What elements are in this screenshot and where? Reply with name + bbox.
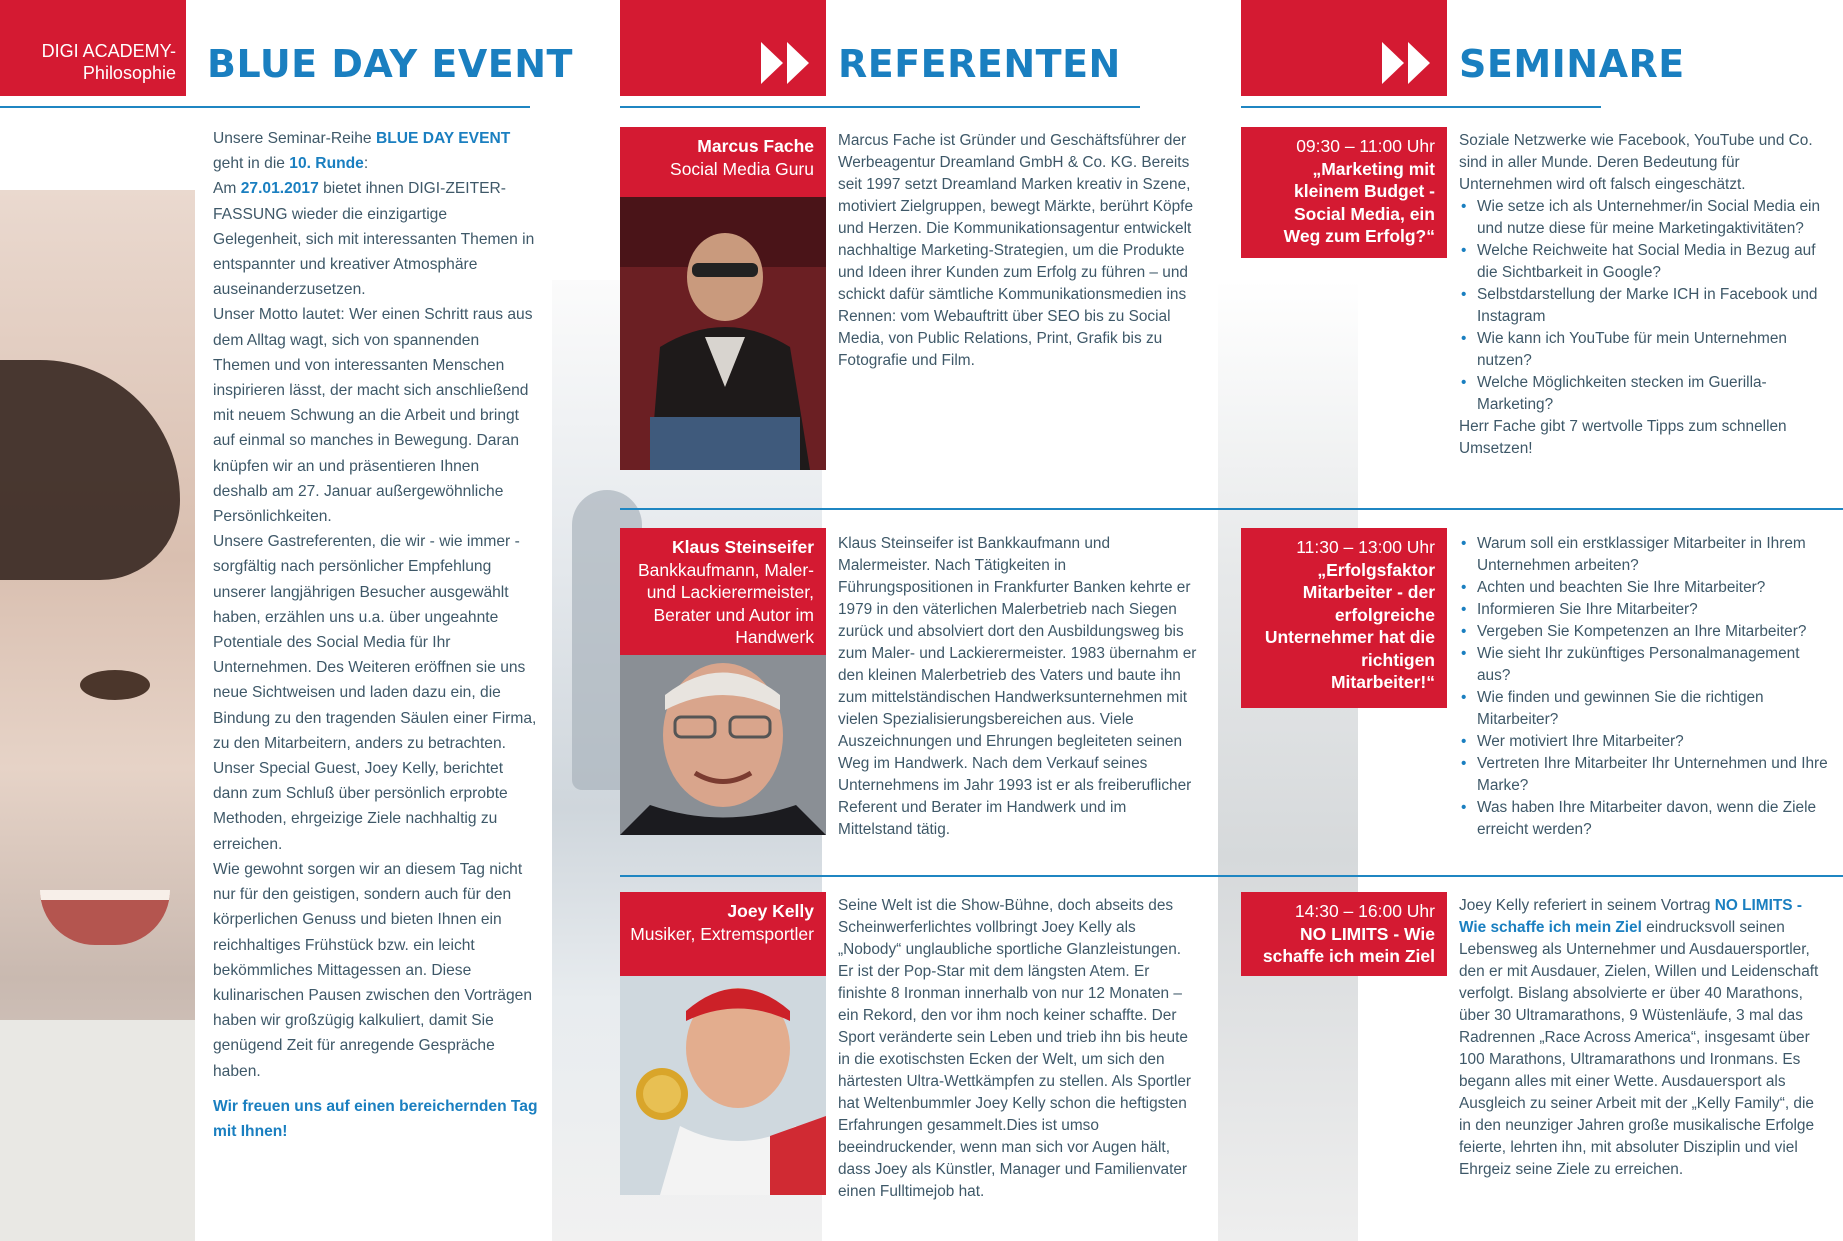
seminar-bullets bbox=[1459, 196, 1829, 416]
list-item: • Vergeben Sie Kompetenzen an Ihre Mitarbeiter? bbox=[1459, 621, 1829, 643]
seminar-text-2 bbox=[1459, 533, 1829, 841]
intro-p2: Am 27.01.2017 bietet ihnen DIGI-ZEITER-FASSUNG wieder die einzigartige Gelegenheit, sich mit interessanten Themen in entspannter und kreativer Atmosphäre auseinanderzusetzen. bbox=[213, 180, 535, 299]
rule-left bbox=[0, 106, 530, 108]
rule-mid-2 bbox=[620, 508, 1843, 510]
academy-tag-line2: Philosophie bbox=[82, 63, 176, 83]
list-item: • Achten und beachten Sie Ihre Mitarbeiter? bbox=[1459, 577, 1829, 599]
list-item: • Wie sieht Ihr zukünftiges Personalmanagement aus? bbox=[1459, 643, 1829, 687]
list-item: • Wie setze ich als Unternehmer/in Social Media ein und nutze diese für meine Marketingaktivitäten? bbox=[1459, 196, 1829, 240]
page-title: BLUE DAY EVENT bbox=[207, 42, 573, 86]
seminar-intro: Soziale Netzwerke wie Facebook, YouTube und Co. sind in aller Munde. Deren Bedeutung für Unternehmen wird oft falsch eingeschätzt. bbox=[1459, 132, 1813, 193]
list-item: • Wer motiviert Ihre Mitarbeiter? bbox=[1459, 731, 1829, 753]
speaker-photo-fache bbox=[620, 197, 826, 470]
fast-forward-icon bbox=[1382, 42, 1430, 84]
list-item: • Selbstdarstellung der Marke ICH in Facebook und Instagram bbox=[1459, 284, 1829, 328]
speaker-name: Klaus Steinseifer bbox=[672, 537, 814, 557]
intro-p4: Unsere Gastreferenten, die wir - wie immer - sorgfältig nach persönlicher Empfehlung unserer langjährigen Besucher ausgewählt haben, erzählen uns u.a. über ungeahnte Potentiale des Social Media für Ihr Unternehmen. Des Weiteren eröffnen sie uns neue Sichtweisen und laden dazu ein, die Bindung zu den tragenden Säulen einer Firma, zu den Mitarbeitern, anders zu betrachten. Unser Special Guest, Joey Kelly, berichtet dann zum Schluß über persönlich erprobte Methoden, ehrgeizige Ziele nachhaltig zu erreichen. bbox=[213, 533, 537, 853]
seminar-time: 09:30 – 11:00 Uhr bbox=[1296, 136, 1435, 156]
speaker-bio-fache: Marcus Fache ist Gründer und Geschäftsführer der Werbeagentur Dreamland GmbH & Co. KG. Bereits seit 1997 setzt Dreamland Marken kreativ in Szene, motiviert Zielgruppen, bewegt Märkte, berührt Köpfe und Herzen. Die Kommunikationsagentur entwickelt nachhaltige Marketing-Strategien, um die Produkte und Ideen ihrer Kunden zum Erfolg zu führen – und schickt dafür sämtliche Kommunikationsmedien ins Rennen: vom Webauftritt über SEO bis zu Social Media, von Public Relations, Print, Grafik bis zu Fotografie und Film. bbox=[838, 132, 1194, 369]
list-item: • Was haben Ihre Mitarbeiter davon, wenn die Ziele erreicht werden? bbox=[1459, 797, 1829, 841]
speaker-name: Joey Kelly bbox=[727, 901, 814, 921]
intro-closing: Wir freuen uns auf einen bereichernden Tag mit Ihnen! bbox=[213, 1097, 538, 1140]
seminar-label-2 bbox=[1241, 528, 1447, 708]
seminar-bullets bbox=[1459, 533, 1829, 841]
seminar-label-3 bbox=[1241, 892, 1447, 976]
list-item: • Welche Möglichkeiten stecken im Guerilla-Marketing? bbox=[1459, 372, 1829, 416]
academy-tag bbox=[0, 0, 186, 96]
speaker-photo-kelly bbox=[620, 976, 826, 1195]
speaker-role: Social Media Guru bbox=[670, 158, 814, 179]
academy-tag-line1: DIGI ACADEMY- bbox=[41, 41, 176, 61]
seminare-header-tag bbox=[1241, 0, 1447, 96]
portrait-photo-woman bbox=[0, 190, 195, 1241]
list-item: • Warum soll ein erstklassiger Mitarbeiter in Ihrem Unternehmen arbeiten? bbox=[1459, 533, 1829, 577]
seminar-time: 11:30 – 13:00 Uhr bbox=[1296, 537, 1435, 557]
speaker-label-kelly bbox=[620, 892, 826, 976]
speaker-role: Bankkaufmann, Maler- und Lackierermeister, Berater und Autor im Handwerk bbox=[637, 559, 814, 647]
fast-forward-icon bbox=[761, 42, 809, 84]
intro-text bbox=[213, 126, 538, 1144]
speaker-label-fache bbox=[620, 127, 826, 197]
rule-right-2 bbox=[620, 875, 1843, 877]
speaker-label-steinseifer bbox=[620, 528, 826, 655]
seminar-text-1 bbox=[1459, 130, 1829, 460]
intro-p3: Unser Motto lautet: Wer einen Schritt raus aus dem Alltag wagt, sich von spannenden Themen und von interessanten Menschen inspirieren lässt, der macht sich anschließend mit neuem Schwung an die Arbeit und bringt auf einmal so manches in Bewegung. Daran knüpfen wir an und präsentieren Ihnen deshalb am 27. Januar außergewöhnliche Persönlichkeiten. bbox=[213, 306, 533, 526]
seminar-label-1 bbox=[1241, 127, 1447, 258]
background-photo-right bbox=[1218, 280, 1358, 1241]
intro-p5: Wie gewohnt sorgen wir an diesem Tag nicht nur für den geistigen, sondern auch für den körperlichen Genuss und bieten Ihnen ein reichhaltiges Frühstück bzw. ein leicht bekömmliches Mittagessen an. Diese kulinarischen Pausen zwischen den Vorträgen haben wir großzügig kalkuliert, damit Sie genügend Zeit für anregende Gespräche haben. bbox=[213, 860, 533, 1080]
speaker-name: Marcus Fache bbox=[697, 136, 814, 156]
referenten-header-tag bbox=[620, 0, 826, 96]
list-item: • Informieren Sie Ihre Mitarbeiter? bbox=[1459, 599, 1829, 621]
intro-p1: Unsere Seminar-Reihe BLUE DAY EVENT geht in die 10. Runde: bbox=[213, 130, 511, 173]
seminar-title: NO LIMITS - Wie schaffe ich mein Ziel bbox=[1262, 923, 1435, 966]
speaker-bio-kelly: Seine Welt ist die Show-Bühne, doch abseits des Scheinwerferlichtes vollbringt Joey Kelly als „Nobody“ unglaubliche sportliche Glanzleistungen. Er ist der Pop-Star mit dem längsten Atem. Er finishte 8 Ironman innerhalb von nur 12 Monaten – ein Rekord, den vor ihm noch keiner schaffte. Der Sport veränderte sein Leben und trieb ihn bis heute in die exotischsten Ecken der Welt, um sich den härtesten Ultra-Wettkämpfen zu stellen. Als Sportler hat Weltenbummler Joey Kelly schon die heftigsten Erfahrungen gesammelt.Dies ist umso beeindruckender, wenn man sich vor Augen hält, dass Joey als Künstler, Manager und Familienvater einen Fulltimejob hat. bbox=[838, 897, 1191, 1200]
rule-right bbox=[1241, 106, 1601, 108]
seminar-outro: Herr Fache gibt 7 wertvolle Tipps zum schnellen Umsetzen! bbox=[1459, 418, 1787, 457]
seminar-time: 14:30 – 16:00 Uhr bbox=[1294, 901, 1435, 921]
speaker-photo-steinseifer bbox=[620, 655, 826, 835]
speaker-bio-steinseifer: Klaus Steinseifer ist Bankkaufmann und Malermeister. Nach Tätigkeiten in Führungspositionen in Frankfurter Banken kehrte er 1979 in den väterlichen Malerbetrieb nach Siegen zurück und absolviert dort den Ausbildungsweg bis zum Maler- und Lackierermeister. 1983 übernahm er den kleinen Malerbetrieb des Vaters und baute ihn zum mittelständischen Handwerksunternehmen mit vielen Spezialisierungsbereichen aus. Viele Auszeichnungen und Ehrungen begleiteten seinen Weg im Handwerk. Nach dem Verkauf seines Unternehmens im Jahr 1993 ist er als freiberuflicher Referent und Berater im Handwerk und im Mittelstand tätig. bbox=[838, 535, 1197, 838]
seminar-text-3: Joey Kelly referiert in seinem Vortrag NO LIMITS - Wie schaffe ich mein Ziel eindrucksvoll seinen Lebensweg als Unternehmer und Ausdauersportler, den er mit Ausdauer, Zielen, Willen und Leidenschaft verfolgt. Bislang absolvierte er über 40 Marathons, über 30 Ultramarathons, 9 Wüstenläufe, 3 mal das Radrennen „Race Across America“, insgesamt über 100 Marathons, Ultramarathons und Ironmans. Es begann alles mit einer Wette. Ausdauersport als Ausgleich zu seiner Arbeit mit der „Kelly Family“, die in den neunziger Jahren große musikalische Erfolge feierte, lehrten ihn, mit absoluter Disziplin und viel Ehrgeiz seine Ziele zu erreichen. bbox=[1459, 897, 1819, 1178]
list-item: • Wie finden und gewinnen Sie die richtigen Mitarbeiter? bbox=[1459, 687, 1829, 731]
rule-mid bbox=[620, 106, 1140, 108]
list-item: • Wie kann ich YouTube für mein Unternehmen nutzen? bbox=[1459, 328, 1829, 372]
list-item: • Welche Reichweite hat Social Media in Bezug auf die Sichtbarkeit in Google? bbox=[1459, 240, 1829, 284]
speaker-role: Musiker, Extremsportler bbox=[630, 923, 814, 944]
referenten-title: REFERENTEN bbox=[838, 42, 1121, 86]
list-item: • Vertreten Ihre Mitarbeiter Ihr Unternehmen und Ihre Marke? bbox=[1459, 753, 1829, 797]
seminare-title: SEMINARE bbox=[1459, 42, 1685, 86]
seminar-title: „Marketing mit kleinem Budget - Social Media, ein Weg zum Erfolg?“ bbox=[1283, 158, 1435, 246]
seminar-title: „Erfolgsfaktor Mitarbeiter - der erfolgreiche Unternehmer hat die richtigen Mitarbeiter!“ bbox=[1264, 559, 1435, 692]
